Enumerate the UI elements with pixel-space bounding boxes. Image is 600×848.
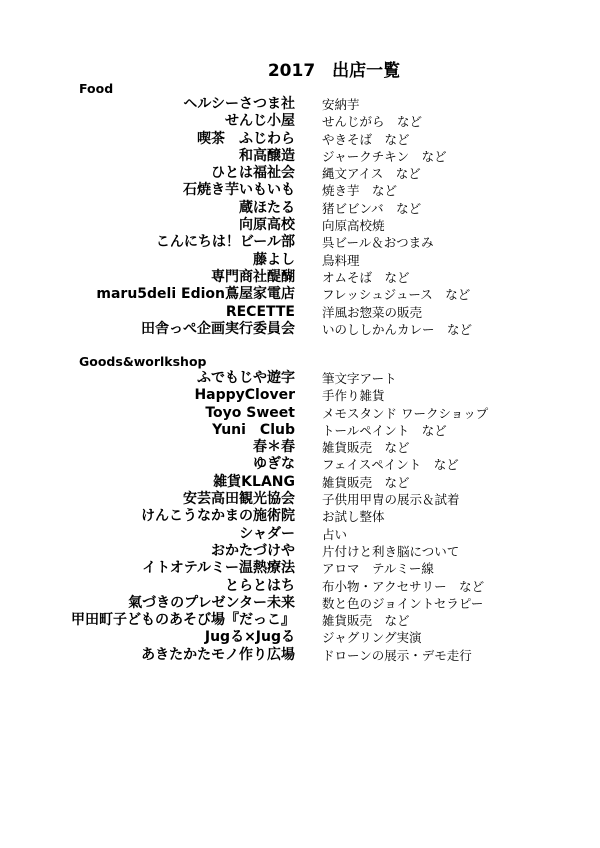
vendor-description: やきそば など: [322, 131, 410, 147]
vendor-name: けんこうなかまの施術院: [141, 508, 295, 525]
vendor-description: ドローンの展示・デモ走行: [322, 647, 472, 663]
vendor-name: 春＊春: [253, 439, 295, 456]
list-item: [0, 321, 600, 338]
vendor-name: イトオテルミー温熱療法: [142, 560, 295, 577]
list-item: [0, 526, 600, 543]
vendor-description: 子供用甲冑の展示＆試着: [322, 492, 460, 508]
list-item: [0, 578, 600, 595]
vendor-description: ジャークチキン など: [322, 148, 447, 164]
list-item: [0, 439, 600, 456]
vendor-description: 猪ビビンバ など: [322, 200, 422, 216]
list-item: [0, 629, 600, 646]
vendor-name: Jugる×Jugる: [204, 629, 295, 646]
vendor-description: 雑貨販売 など: [322, 613, 410, 629]
section-heading-goods: Goods&worlkshop: [79, 354, 207, 369]
vendor-description: アロマ テルミー線: [322, 561, 434, 577]
vendor-description: メモスタンド ワークショップ: [322, 405, 489, 421]
list-item: [0, 252, 600, 269]
vendor-name: こんにちは！ビール部: [155, 234, 295, 251]
vendor-name: せんじ小屋: [225, 113, 295, 130]
list-item: [0, 387, 600, 404]
list-item: [0, 456, 600, 473]
vendor-description: 雑貨販売 など: [322, 440, 410, 456]
vendor-description: 雑貨販売 など: [322, 474, 410, 490]
vendor-name: おかたづけや: [211, 542, 295, 559]
vendor-description: いのししかんカレー など: [322, 321, 473, 337]
vendor-name: 藤よし: [253, 251, 295, 268]
list-item: [0, 148, 600, 165]
list-item: [0, 165, 600, 182]
vendor-description: 焼き芋 など: [322, 183, 398, 199]
list-item: [0, 422, 600, 439]
vendor-description: トールペイント など: [322, 422, 447, 438]
vendor-name: Toyo Sweet: [205, 404, 295, 421]
list-item: [0, 595, 600, 612]
vendor-name: 安芸高田観光協会: [183, 491, 295, 508]
vendor-description: 向原高校焼: [322, 218, 385, 234]
vendor-name: とらとはち: [225, 577, 295, 594]
vendor-description: 安納芋: [322, 97, 360, 112]
list-item: [0, 560, 600, 577]
section-heading-food: Food: [79, 81, 114, 96]
vendor-description: 布小物・アクセサリー など: [322, 578, 485, 594]
vendor-name: 蔵ほたる: [239, 199, 295, 216]
vendor-name: ヘルシーさつま社: [183, 96, 295, 112]
list-item: [0, 113, 600, 130]
list-item: [0, 96, 600, 113]
vendor-name: HappyClover: [194, 387, 295, 404]
vendor-description: オムそば など: [322, 269, 410, 285]
list-item: [0, 234, 600, 251]
vendor-name: シャダー: [239, 525, 295, 542]
vendor-name: 氣づきのプレゼンター未来: [128, 594, 295, 611]
vendor-name: 雑貨KLANG: [213, 473, 295, 490]
list-item: [0, 182, 600, 199]
list-item: [0, 269, 600, 286]
vendor-name: 石焼き芋いもいも: [183, 182, 295, 199]
vendor-description: 鳥料理: [322, 252, 360, 268]
vendor-description: 占い: [322, 526, 348, 542]
vendor-name: RECETTE: [225, 303, 295, 320]
list-item: [0, 612, 600, 629]
vendor-description: フェイスペイント など: [322, 457, 459, 473]
vendor-description: 縄文アイス など: [322, 166, 421, 182]
vendor-description: 呉ビール＆おつまみ: [322, 235, 434, 251]
vendor-description: 洋風お惣菜の販売: [322, 304, 423, 320]
vendor-description: 筆文字アート: [322, 371, 397, 386]
vendor-description: ジャグリング実演: [322, 630, 422, 646]
list-item: [0, 543, 600, 560]
vendor-name: ふでもじや遊字: [197, 370, 295, 386]
vendor-name: ひとは福祉会: [211, 165, 295, 182]
vendor-name: Yuni Club: [212, 421, 295, 438]
vendor-description: 手作り雑貨: [322, 388, 385, 404]
goods-list: [0, 370, 600, 664]
vendor-description: 片付けと利き脳について: [322, 543, 460, 559]
vendor-name: 和高醸造: [239, 147, 295, 164]
vendor-name: maru5deli Edion蔦屋家電店: [96, 286, 295, 303]
vendor-description: 数と色のジョイントセラピー: [322, 595, 484, 611]
vendor-name: 甲田町子どものあそび場『だっこ』: [71, 612, 295, 629]
vendor-description: フレッシュジュース など: [322, 287, 471, 303]
list-item: [0, 304, 600, 321]
list-item: [0, 131, 600, 148]
list-item: [0, 474, 600, 491]
vendor-description: せんじがら など: [322, 114, 423, 130]
vendor-description: お試し整体: [322, 509, 385, 525]
vendor-name: 向原高校: [239, 217, 295, 234]
vendor-name: ゆぎな: [253, 456, 295, 473]
list-item: [0, 405, 600, 422]
list-item: [0, 200, 600, 217]
page-title: 2017 出店一覧: [267, 61, 401, 81]
list-item: [0, 491, 600, 508]
list-item: [0, 217, 600, 234]
vendor-name: あきたかたモノ作り広場: [141, 646, 295, 663]
food-list: [0, 96, 600, 338]
list-item: [0, 286, 600, 303]
vendor-name: 専門商社醍醐: [211, 268, 295, 285]
list-item: [0, 647, 600, 664]
list-item: [0, 508, 600, 525]
vendor-name: 田舎っぺ企画実行委員会: [141, 320, 295, 337]
vendor-name: 喫茶 ふじわら: [197, 130, 295, 147]
list-item: [0, 370, 600, 387]
